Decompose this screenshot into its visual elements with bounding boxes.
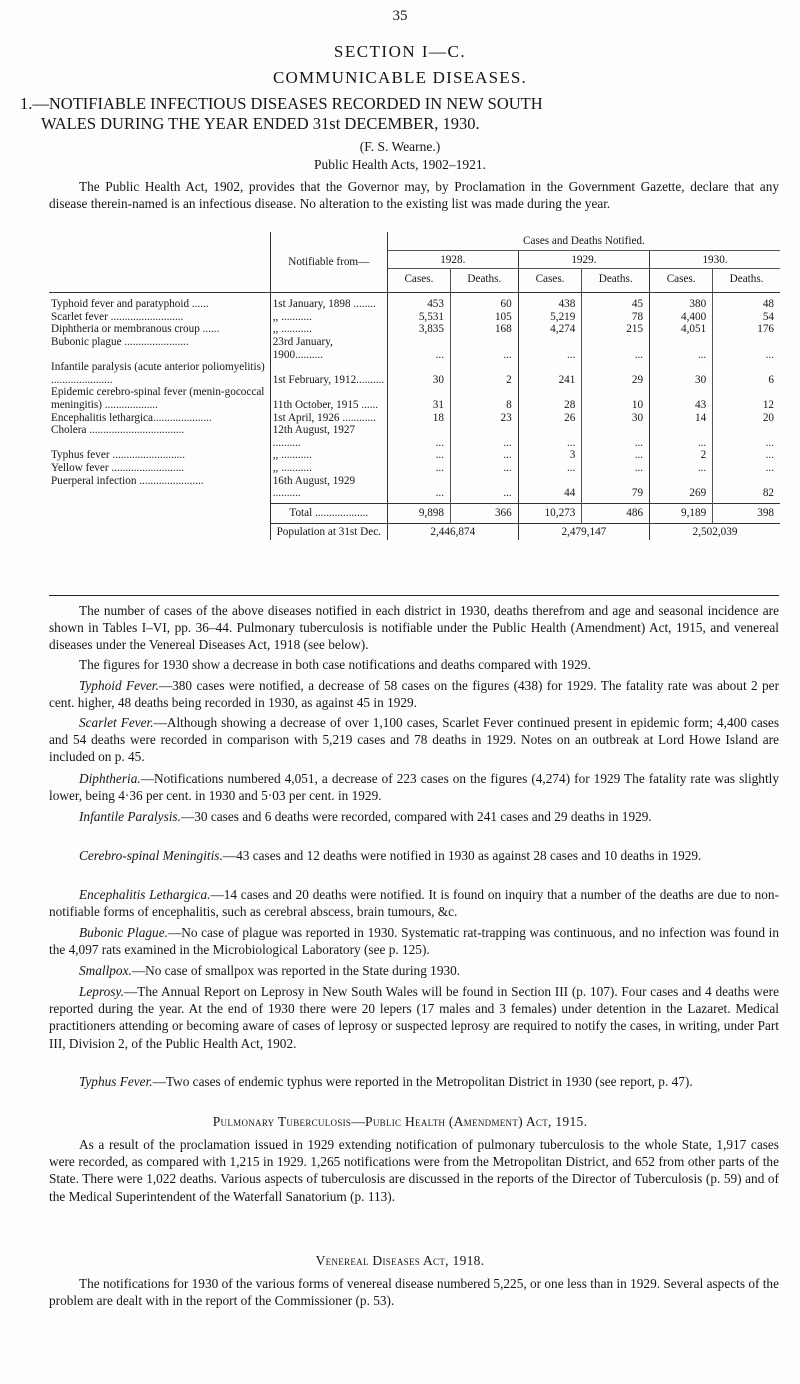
deaths-cell: 60: [450, 298, 518, 311]
body-paragraph: The number of cases of the above diseases notified in each district in 1930, deaths therefrom and age and seasonal incidence are shown in Tables I–VI, pp. 36–44. Pulmonary tuberculosis is notifiable under the Public Health (Amendment) Act, 1915, and venereal diseases under the Venereal Diseases Act, 1918 (see below).: [49, 603, 779, 653]
table-row: [49, 323, 780, 336]
deaths-cell: 23: [450, 412, 518, 425]
deaths-cell: ...: [450, 449, 518, 462]
year-1928-header: 1928.: [387, 250, 518, 269]
disease-col-header: [49, 232, 270, 292]
deaths-cell: ...: [713, 424, 780, 449]
deaths-cell: 6: [713, 361, 780, 386]
table-row: [49, 424, 780, 449]
deaths-cell: ...: [450, 424, 518, 449]
cases-cell: 3: [518, 449, 582, 462]
encephalitis-title: Encephalitis Lethargica.: [79, 887, 211, 902]
population-cell: 2,479,147: [518, 523, 649, 540]
cases-cell: ...: [518, 424, 582, 449]
typhus-title: Typhus Fever.: [79, 1074, 153, 1089]
author: (F. S. Wearne.): [359, 139, 441, 154]
deaths-cell: 45: [582, 298, 650, 311]
disease-cell: Puerperal infection .......................: [51, 474, 204, 487]
deaths-header: Deaths.: [582, 269, 650, 293]
cerebro-paragraph: Cerebro-spinal Meningitis.—43 cases and 12 deaths were notified in 1930 as against 28 cases and 10 deaths in 1929.: [79, 848, 702, 863]
deaths-cell: 79: [582, 475, 650, 500]
leprosy-paragraph: Leprosy.—The Annual Report on Leprosy in New South Wales will be found in Section III (p. 107). Four cases and 4 deaths were reported during the year. At the end of 1930 there were 20 lepers (17 males and 3 females) under detention in the Lazaret. Medical practitioners attending or becoming aware of cases of leprosy or suspected leprosy are required to notify the cases, in writing, under Part III, Division 2, of the Public Health Act, 1902.: [49, 984, 779, 1051]
cases-deaths-group-header: Cases and Deaths Notified.: [387, 232, 780, 250]
disease-cell: Diphtheria or membranous croup ......: [51, 323, 220, 336]
cases-cell: ...: [518, 462, 582, 475]
cases-cell: 18: [387, 412, 450, 425]
table-row: [49, 311, 780, 324]
table-row: [49, 462, 780, 475]
notifiable-from-cell: 1st January, 1898 ........: [270, 298, 387, 311]
notifiable-from-cell: 1st April, 1926 ............: [270, 412, 387, 425]
table-row: [49, 449, 780, 462]
disease-cell: Typhoid fever and paratyphoid ......: [51, 298, 209, 311]
table-row: [49, 475, 780, 500]
cases-cell: 380: [650, 298, 713, 311]
deaths-cell: 30: [582, 412, 650, 425]
main-heading: [20, 94, 800, 134]
deaths-cell: 215: [582, 323, 650, 336]
cases-cell: 241: [518, 361, 582, 386]
disease-cell: Bubonic plague .......................: [51, 336, 189, 349]
scarlet-title: Scarlet Fever.: [79, 715, 154, 730]
cases-cell: 14: [650, 412, 713, 425]
cases-cell: 438: [518, 298, 582, 311]
table-bottom-rule: [49, 595, 779, 596]
deaths-cell: ...: [582, 336, 650, 361]
page-number: 35: [392, 8, 408, 24]
notifiable-from-cell: ,, ...........: [270, 311, 387, 324]
notifiable-from-cell: ,, ...........: [270, 462, 387, 475]
deaths-cell: 176: [713, 323, 780, 336]
notifiable-from-cell: 11th October, 1915 ......: [270, 386, 387, 411]
population-label: Population at 31st Dec.: [270, 523, 387, 540]
table-row: [49, 336, 780, 361]
infantile-paragraph: Infantile Paralysis.—30 cases and 6 deaths were recorded, compared with 241 cases and 29 deaths in 1929.: [79, 809, 652, 824]
cases-cell: 5,219: [518, 311, 582, 324]
notifiable-from-cell: 1st February, 1912..........: [270, 361, 387, 386]
cases-cell: 28: [518, 386, 582, 411]
total-cell: 9,898: [387, 504, 450, 524]
acts-title: Public Health Acts, 1902–1921.: [313, 157, 487, 172]
deaths-header: Deaths.: [713, 269, 780, 293]
cases-cell: 4,274: [518, 323, 582, 336]
pulmonary-tb-heading: Pulmonary Tuberculosis—Public Health (Amendment) Act, 1915.: [212, 1114, 588, 1129]
disease-cell: Encephalitis lethargica.....................: [51, 411, 212, 424]
cases-cell: 3,835: [387, 323, 450, 336]
plague-paragraph: Bubonic Plague.—No case of plague was reported in 1930. Systematic rat-trapping was continuous, and no infection was found in the 4,097 rats examined in the Microbiological Laboratory (see p. 125).: [49, 925, 779, 958]
cases-cell: 4,051: [650, 323, 713, 336]
pulmonary-tb-paragraph: As a result of the proclamation issued in 1929 extending notification of pulmonary tuberculosis to the whole State, 1,917 cases were recorded, as compared with 1,215 in 1929. 1,265 notifications were from the Metropolitan District, and 652 from other parts of the State. There were 1,022 deaths. Various aspects of tuberculosis are discussed in the reports of the Director of Tuberculosis (p. 59) and of the Medical Superintendent of the Waterfall Sanatorium (p. 113).: [49, 1137, 779, 1204]
deaths-cell: 8: [450, 386, 518, 411]
deaths-cell: 12: [713, 386, 780, 411]
cases-cell: 44: [518, 475, 582, 500]
total-cell: 486: [582, 504, 650, 524]
cases-cell: 31: [387, 386, 450, 411]
cases-header: Cases.: [387, 269, 450, 293]
deaths-cell: ...: [450, 336, 518, 361]
notifiable-from-cell: ,, ...........: [270, 449, 387, 462]
notifiable-from-cell: ,, ...........: [270, 323, 387, 336]
disease-cell: Scarlet fever ..........................: [51, 310, 184, 323]
body-paragraph: The figures for 1930 show a decrease in both case notifications and deaths compared with 1929.: [79, 657, 591, 672]
disease-cell: Typhus fever ..........................: [51, 449, 186, 462]
population-cell: 2,446,874: [387, 523, 518, 540]
population-cell: 2,502,039: [650, 523, 780, 540]
total-label: Total ...................: [270, 504, 387, 524]
notifiable-from-header: Notifiable from—: [270, 232, 387, 292]
typhus-paragraph: Typhus Fever.—Two cases of endemic typhus were reported in the Metropolitan District in 1930 (see report, p. 47).: [79, 1074, 693, 1089]
leprosy-title: Leprosy.: [79, 984, 124, 999]
year-1929-header: 1929.: [518, 250, 649, 269]
deaths-cell: ...: [713, 462, 780, 475]
notifiable-from-cell: 12th August, 1927 ..........: [270, 424, 387, 449]
disease-cell: Epidemic cerebro-spinal fever (menin-gococcal meningitis) ...................: [51, 386, 265, 412]
cases-header: Cases.: [650, 269, 713, 293]
deaths-cell: 2: [450, 361, 518, 386]
deaths-cell: 168: [450, 323, 518, 336]
cases-cell: 453: [387, 298, 450, 311]
deaths-cell: 78: [582, 311, 650, 324]
cases-cell: ...: [387, 462, 450, 475]
plague-title: Bubonic Plague.: [79, 925, 168, 940]
diphtheria-title: Diphtheria.: [79, 771, 141, 786]
disease-cell: Infantile paralysis (acute anterior poliomyelitis) ......................: [51, 361, 265, 386]
cases-cell: 5,531: [387, 311, 450, 324]
cases-cell: ...: [387, 475, 450, 500]
disease-cell: Cholera ..................................: [51, 424, 185, 437]
total-cell: 9,189: [650, 504, 713, 524]
cases-cell: ...: [518, 336, 582, 361]
table-row: [49, 386, 780, 411]
cases-cell: ...: [387, 424, 450, 449]
deaths-cell: ...: [450, 475, 518, 500]
heading-line-1: 1.—NOTIFIABLE INFECTIOUS DISEASES RECORDED IN NEW SOUTH: [20, 94, 543, 113]
cases-cell: ...: [650, 424, 713, 449]
table-row: [49, 298, 780, 311]
deaths-header: Deaths.: [450, 269, 518, 293]
cases-cell: ...: [387, 336, 450, 361]
total-cell: 366: [450, 504, 518, 524]
smallpox-title: Smallpox.: [79, 963, 132, 978]
notifiable-diseases-table: [49, 232, 780, 540]
cases-cell: 26: [518, 412, 582, 425]
deaths-cell: ...: [713, 449, 780, 462]
deaths-cell: 10: [582, 386, 650, 411]
typhoid-title: Typhoid Fever.: [79, 678, 159, 693]
deaths-cell: ...: [713, 336, 780, 361]
venereal-paragraph: The notifications for 1930 of the various forms of venereal disease numbered 5,225, or one less than in 1929. Several aspects of the problem are dealt with in the report of the Commissioner (p. 53).: [49, 1276, 779, 1309]
deaths-cell: ...: [582, 462, 650, 475]
cases-cell: 43: [650, 386, 713, 411]
table-row: [49, 412, 780, 425]
typhoid-paragraph: Typhoid Fever.—380 cases were notified, a decrease of 58 cases on the figures (438) for 1929. The fatality rate was about 2 per cent. higher, 48 deaths being recorded in 1930, as against 45 in 1929.: [49, 678, 780, 711]
deaths-cell: 20: [713, 412, 780, 425]
cases-cell: 2: [650, 449, 713, 462]
table-row: [49, 361, 780, 386]
total-cell: 10,273: [518, 504, 582, 524]
deaths-cell: 105: [450, 311, 518, 324]
heading-line-2: WALES DURING THE YEAR ENDED 31st DECEMBER, 1930.: [41, 114, 480, 133]
cerebro-title: Cerebro-spinal Meningitis.: [79, 848, 223, 863]
deaths-cell: 29: [582, 361, 650, 386]
venereal-heading: Venereal Diseases Act, 1918.: [315, 1253, 485, 1268]
scarlet-paragraph: Scarlet Fever.—Although showing a decrease of over 1,100 cases, Scarlet Fever continued present in epidemic form; 4,400 cases and 54 deaths were recorded in comparison with 5,219 cases and 78 deaths in 1929. Notes on an outbreak at Lord Howe Island are included on p. 45.: [49, 715, 780, 765]
cases-cell: 30: [387, 361, 450, 386]
encephalitis-paragraph: Encephalitis Lethargica.—14 cases and 20 deaths were notified. It is found on inquiry that a number of the deaths are due to non-notifiable forms of encephalitis, such as cerebral abscess, brain tumours, &c.: [49, 887, 779, 920]
deaths-cell: 54: [713, 311, 780, 324]
deaths-cell: ...: [582, 424, 650, 449]
year-1930-header: 1930.: [650, 250, 780, 269]
cases-header: Cases.: [518, 269, 582, 293]
intro-paragraph: The Public Health Act, 1902, provides that the Governor may, by Proclamation in the Government Gazette, declare that any disease therein-named is an infectious disease. No alteration to the existing list was made during the year.: [49, 179, 779, 212]
cases-cell: 269: [650, 475, 713, 500]
cases-cell: 30: [650, 361, 713, 386]
cases-cell: 4,400: [650, 311, 713, 324]
deaths-cell: ...: [450, 462, 518, 475]
infantile-title: Infantile Paralysis.: [79, 809, 181, 824]
total-cell: 398: [713, 504, 780, 524]
deaths-cell: 48: [713, 298, 780, 311]
cases-cell: ...: [650, 462, 713, 475]
chapter-title: COMMUNICABLE DISEASES.: [272, 68, 528, 87]
notifiable-from-cell: 23rd January, 1900..........: [270, 336, 387, 361]
smallpox-paragraph: Smallpox.—No case of smallpox was reported in the State during 1930.: [79, 963, 461, 978]
disease-cell: Yellow fever ..........................: [51, 462, 185, 474]
notifiable-from-cell: 16th August, 1929 ..........: [270, 475, 387, 500]
diphtheria-paragraph: Diphtheria.—Notifications numbered 4,051, a decrease of 223 cases on the figures (4,274) for 1929 The fatality rate was slightly lower, being 4·36 per cent. in 1930 and 5·03 per cent. in 1929.: [49, 771, 779, 804]
section-title: SECTION I—C.: [333, 42, 467, 61]
deaths-cell: ...: [582, 449, 650, 462]
cases-cell: ...: [650, 336, 713, 361]
deaths-cell: 82: [713, 475, 780, 500]
cases-cell: ...: [387, 449, 450, 462]
